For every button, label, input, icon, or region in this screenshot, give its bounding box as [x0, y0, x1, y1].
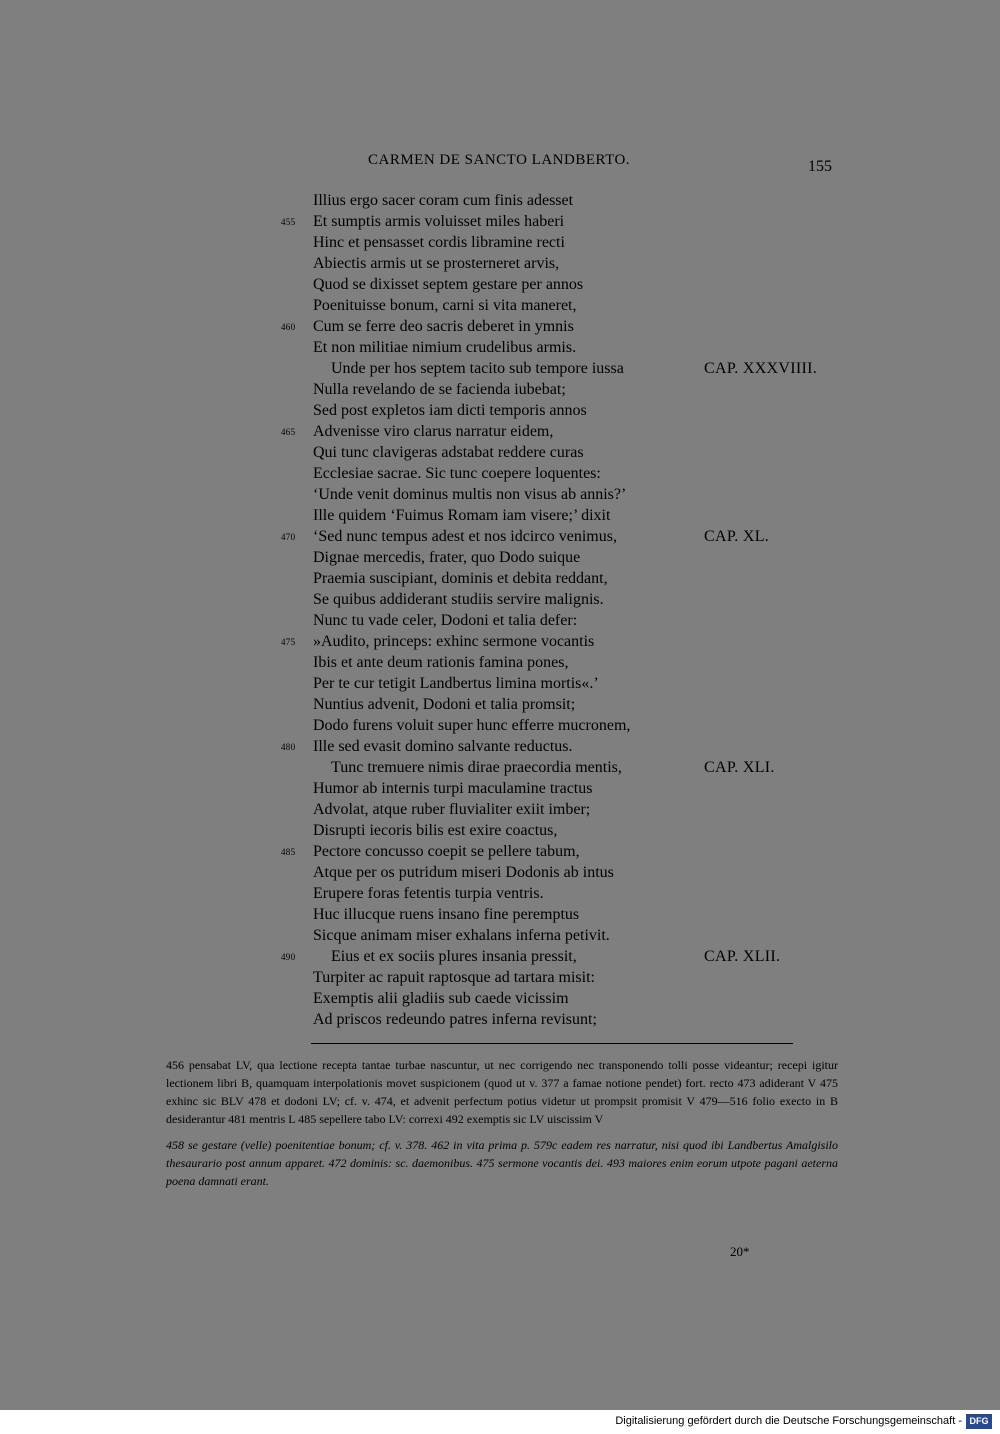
- verse-line: [0, 295, 1000, 316]
- line-number: 465: [281, 427, 296, 437]
- verse-text: Exemptis alii gladiis sub caede vicissim: [313, 990, 569, 1007]
- verse-text: Eius et ex sociis plures insania pressit,: [331, 948, 577, 965]
- verse-line: [0, 946, 1000, 967]
- funding-notice: Digitalisierung gefördert durch die Deutsche Forschungsgemeinschaft -: [615, 1415, 962, 1427]
- verse-text: Advenisse viro clarus narratur eidem,: [313, 423, 554, 440]
- verse-text: Nuntius advenit, Dodoni et talia promsit;: [313, 696, 576, 713]
- verse-text: Quod se dixisset septem gestare per annos: [313, 276, 584, 293]
- verse-text: Cum se ferre deo sacris deberet in ymnis: [313, 318, 574, 335]
- chapter-marker: CAP. XXXVIIII.: [704, 360, 818, 377]
- verse-line: [0, 862, 1000, 883]
- verse-line: [0, 568, 1000, 589]
- verse-block: [0, 190, 1000, 1030]
- verse-line: [0, 358, 1000, 379]
- line-number: 485: [281, 847, 296, 857]
- verse-line: [0, 316, 1000, 337]
- line-number: 460: [281, 322, 296, 332]
- verse-text: Disrupti iecoris bilis est exire coactus,: [313, 822, 558, 839]
- apparatus-explanatory-notes: 458 se gestare (velle) poenitentiae bonum; cf. v. 378. 462 in vita prima p. 579c eadem res narratur, nisi quod ibi Landbertus Amalgisilo thesaurario post annum apparet. 472 dominis: sc. daemonibus. 475 sermone vocantis dei. 493 maiores enim eorum utpote pagani aeterna poena damnati erant.: [166, 1138, 838, 1188]
- verse-line: [0, 505, 1000, 526]
- footnote-separator-rule: [311, 1043, 793, 1044]
- verse-line: [0, 925, 1000, 946]
- signature-mark: 20*: [730, 1244, 750, 1259]
- verse-line: [0, 778, 1000, 799]
- verse-text: Ad priscos redeundo patres inferna revisunt;: [313, 1011, 597, 1028]
- verse-line: [0, 274, 1000, 295]
- verse-line: [0, 673, 1000, 694]
- verse-line: [0, 694, 1000, 715]
- chapter-marker: CAP. XL.: [704, 528, 770, 545]
- verse-text: Ibis et ante deum rationis famina pones,: [313, 654, 569, 671]
- verse-text: Tunc tremuere nimis dirae praecordia mentis,: [331, 759, 622, 776]
- verse-line: [0, 379, 1000, 400]
- line-number: 475: [281, 637, 296, 647]
- line-number: 455: [281, 217, 296, 227]
- verse-text: Sed post expletos iam dicti temporis annos: [313, 402, 587, 419]
- verse-line: [0, 988, 1000, 1009]
- footer-bar: [0, 1410, 1000, 1434]
- verse-line: [0, 421, 1000, 442]
- verse-text: Ille sed evasit domino salvante reductus.: [313, 738, 573, 755]
- verse-text: Qui tunc clavigeras adstabat reddere curas: [313, 444, 584, 461]
- verse-text: »Audito, princeps: exhinc sermone vocantis: [313, 633, 595, 650]
- verse-line: [0, 715, 1000, 736]
- verse-line: [0, 757, 1000, 778]
- verse-text: ‘Unde venit dominus multis non visus ab annis?’: [313, 486, 627, 503]
- verse-text: Unde per hos septem tacito sub tempore iussa: [331, 360, 624, 377]
- verse-text: Huc illucque ruens insano fine peremptus: [313, 906, 580, 923]
- verse-text: Et sumptis armis voluisset miles haberi: [313, 213, 565, 230]
- line-number: 480: [281, 742, 296, 752]
- verse-text: Abiectis armis ut se prosterneret arvis,: [313, 255, 560, 272]
- verse-line: [0, 526, 1000, 547]
- verse-line: [0, 463, 1000, 484]
- line-number: 470: [281, 532, 296, 542]
- verse-line: [0, 547, 1000, 568]
- verse-text: Hinc et pensasset cordis libramine recti: [313, 234, 565, 251]
- verse-text: Ille quidem ‘Fuimus Romam iam visere;’ dixit: [313, 507, 611, 524]
- verse-text: Dodo furens voluit super hunc efferre mucronem,: [313, 717, 631, 734]
- verse-text: Illius ergo sacer coram cum finis adesset: [313, 192, 574, 209]
- verse-line: [0, 190, 1000, 211]
- verse-line: [0, 442, 1000, 463]
- verse-text: Turpiter ac rapuit raptosque ad tartara misit:: [313, 969, 595, 986]
- verse-line: [0, 589, 1000, 610]
- verse-text: Advolat, atque ruber fluvialiter exiit imber;: [313, 801, 591, 818]
- apparatus-critical-notes: 456 pensabat LV, qua lectione recepta tantae turbae nascuntur, ut nec corrigendo nec transponendo tolli posse videantur; recepi igitur lectionem libri B, quamquam interpolationis movet suspicionem (quod ut v. 377 a famae notione pendet) fort. recto 473 adiderant V 475 exhinc sic BLV 478 et dodoni LV; cf. v. 474, et advenit perfectum potius videtur ut prompsit promisit V 479—516 folio execto in B desiderantur 481 mentris L 485 sepellere tabo LV: correxi 492 exemptis sic LV uiscissim V: [166, 1058, 838, 1126]
- verse-line: [0, 799, 1000, 820]
- verse-line: [0, 400, 1000, 421]
- verse-line: [0, 631, 1000, 652]
- chapter-marker: CAP. XLII.: [704, 948, 781, 965]
- verse-line: [0, 337, 1000, 358]
- verse-line: [0, 652, 1000, 673]
- verse-text: Per te cur tetigit Landbertus limina mortis«.’: [313, 675, 599, 692]
- verse-line: [0, 1009, 1000, 1030]
- verse-line: [0, 211, 1000, 232]
- verse-line: [0, 253, 1000, 274]
- critical-apparatus: [166, 1056, 838, 1190]
- verse-text: Nulla revelando de se facienda iubebat;: [313, 381, 566, 398]
- verse-text: Et non militiae nimium crudelibus armis.: [313, 339, 577, 356]
- verse-text: Atque per os putridum miseri Dodonis ab intus: [313, 864, 614, 881]
- verse-text: Poenituisse bonum, carni si vita maneret,: [313, 297, 577, 314]
- verse-text: Ecclesiae sacrae. Sic tunc coepere loquentes:: [313, 465, 601, 482]
- verse-line: [0, 484, 1000, 505]
- running-title: CARMEN DE SANCTO LANDBERTO.: [368, 152, 631, 168]
- verse-line: [0, 232, 1000, 253]
- verse-line: [0, 736, 1000, 757]
- line-number: 490: [281, 952, 296, 962]
- verse-text: Praemia suscipiant, dominis et debita reddant,: [313, 570, 608, 587]
- chapter-marker: CAP. XLI.: [704, 759, 775, 776]
- verse-text: Dignae mercedis, frater, quo Dodo suique: [313, 549, 581, 566]
- verse-line: [0, 841, 1000, 862]
- verse-line: [0, 610, 1000, 631]
- verse-text: ‘Sed nunc tempus adest et nos idcirco venimus,: [313, 528, 617, 545]
- verse-line: [0, 967, 1000, 988]
- verse-text: Se quibus addiderant studiis servire malignis.: [313, 591, 604, 608]
- verse-line: [0, 820, 1000, 841]
- verse-text: Sicque animam miser exhalans inferna petivit.: [313, 927, 610, 944]
- dfg-logo-icon: DFG: [966, 1414, 992, 1429]
- verse-text: Erupere foras fetentis turpia ventris.: [313, 885, 544, 902]
- page-number: 155: [808, 158, 832, 175]
- verse-text: Pectore concusso coepit se pellere tabum,: [313, 843, 580, 860]
- verse-text: Humor ab internis turpi maculamine tractus: [313, 780, 593, 797]
- verse-text: Nunc tu vade celer, Dodoni et talia defer:: [313, 612, 578, 629]
- verse-line: [0, 883, 1000, 904]
- verse-line: [0, 904, 1000, 925]
